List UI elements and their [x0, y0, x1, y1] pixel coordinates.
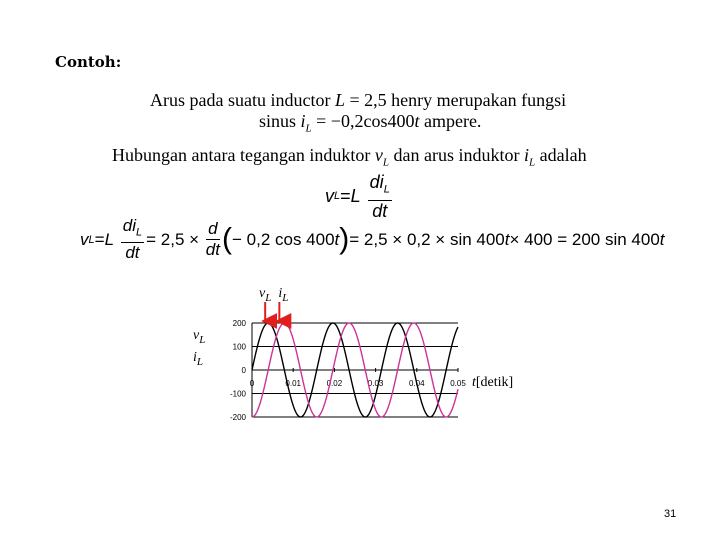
- legend-v-sub: L: [199, 333, 206, 346]
- eq2-inner-t: t: [334, 229, 340, 249]
- intro-var-i: i: [524, 145, 530, 165]
- x-unit-var: t: [472, 375, 476, 390]
- x-tick-label: 0: [249, 379, 255, 388]
- x-tick-label: 0.01: [285, 379, 301, 388]
- intro-sub: L: [305, 122, 312, 135]
- y-tick-label: 0: [241, 366, 246, 375]
- intro-var-t: t: [414, 111, 420, 131]
- eq2-f1-num-sub: L: [136, 226, 143, 239]
- x-tick-label: 0.04: [409, 379, 425, 388]
- eq2-f1-den: dt: [125, 243, 140, 263]
- legend-v-text: v: [193, 328, 200, 343]
- eq2-inner: − 0,2 cos 400: [231, 229, 335, 249]
- eq2-f1-num-text: di: [122, 216, 136, 235]
- eq1-num-sub: L: [383, 183, 390, 196]
- y-tick-labels: [230, 319, 247, 422]
- intro-text: adalah: [535, 145, 587, 165]
- y-tick-label: 100: [232, 342, 246, 352]
- y-tick-label: -100: [229, 389, 246, 399]
- intro-sub: L: [529, 156, 536, 169]
- intro-var-l: L: [334, 90, 345, 110]
- y-tick-label: -200: [229, 413, 246, 422]
- eq2-coef: L: [104, 229, 115, 249]
- intro-var-i: i: [300, 111, 306, 131]
- x-tick-label: 0.02: [326, 379, 343, 388]
- eq2-rhs2: × 400 = 200 sin 400: [509, 229, 660, 249]
- eq2-f2-num: d: [208, 219, 218, 239]
- x-tick-label: 0.05: [450, 379, 466, 388]
- eq2-close-paren: ): [339, 222, 350, 256]
- eq1-lhs: v: [325, 185, 334, 206]
- eq2-rhs1: = 2,5 × 0,2 × sin 400: [349, 229, 505, 249]
- intro-sub: L: [382, 156, 390, 169]
- eq1-lhs-sub: L: [334, 190, 341, 203]
- x-unit-text: [detik]: [475, 375, 514, 390]
- y-tick-label: 200: [232, 319, 246, 328]
- chart-grid: [249, 323, 458, 417]
- intro-text: = 2,5 henry merupakan fungsi: [344, 90, 567, 110]
- heading: Contoh:: [55, 53, 122, 71]
- intro-text: sinus: [259, 111, 301, 131]
- eq2-lhs-sub: L: [88, 233, 95, 246]
- eq2-lhs: v: [80, 229, 89, 249]
- eq1-num-text: di: [369, 172, 384, 192]
- title-i-sub: L: [282, 291, 289, 304]
- intro-text: ampere.: [419, 111, 482, 131]
- legend-i-sub: L: [196, 355, 204, 368]
- eq2-rhs1-t: t: [504, 229, 510, 249]
- title-v-sub: L: [265, 291, 272, 304]
- eq2-rhs2-t: t: [659, 229, 665, 249]
- eq2-open-paren: (: [221, 222, 232, 256]
- eq2-f2-den: dt: [205, 240, 220, 260]
- intro-text: Arus pada suatu inductor: [150, 90, 335, 110]
- title-v: v: [259, 286, 266, 301]
- eq2-mult: = 2,5 ×: [146, 229, 200, 249]
- intro-text: dan arus induktor: [389, 145, 525, 165]
- intro-var-v: v: [374, 145, 383, 165]
- series-arrows: [265, 302, 279, 321]
- x-tick-label: 0.03: [367, 379, 384, 388]
- eq1-coef: L: [350, 185, 361, 206]
- intro-text: Hubungan antara tegangan induktor: [112, 145, 375, 165]
- intro-text: = −0,2cos400: [311, 111, 415, 131]
- page-number: 31: [664, 508, 677, 520]
- x-axis-unit: [472, 375, 513, 391]
- eq1-equals: =: [340, 185, 351, 206]
- title-i: i: [278, 286, 283, 301]
- eq1-den: dt: [372, 200, 388, 221]
- eq2-equals: =: [94, 229, 105, 249]
- legend-i-text: i: [193, 349, 197, 365]
